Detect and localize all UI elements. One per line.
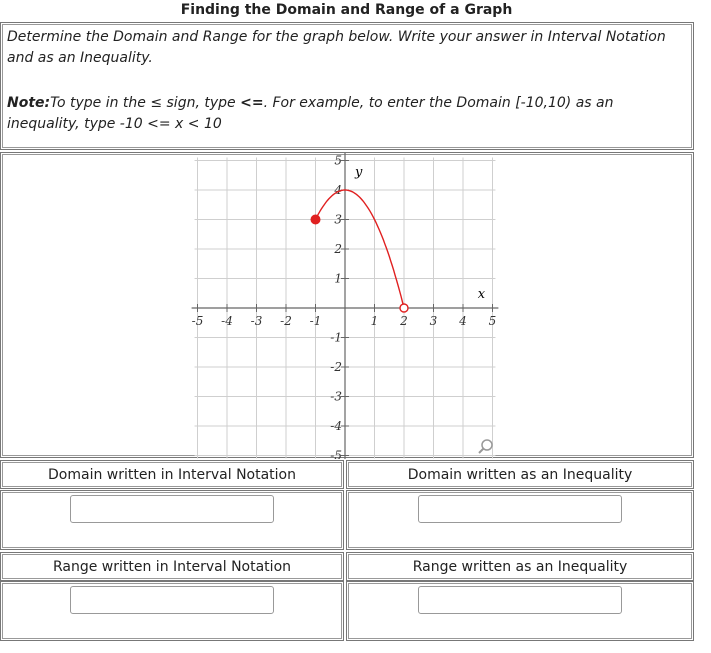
x-tick-label: -3	[250, 314, 263, 328]
range-interval-label-cell	[0, 552, 344, 581]
y-tick-label: -3	[330, 389, 342, 404]
open-endpoint	[400, 304, 408, 312]
y-tick-label: 3	[334, 212, 342, 227]
note-code: <=	[240, 95, 264, 111]
y-axis-label: y	[355, 165, 363, 181]
domain-interval-label-cell	[0, 460, 344, 489]
domain-interval-label: Domain written in Interval Notation	[48, 467, 296, 483]
axes	[192, 153, 499, 459]
x-tick-label: 1	[370, 314, 379, 328]
x-tick-label: 4	[459, 314, 467, 328]
note-part-2: sign, type	[162, 95, 241, 111]
x-tick-label: 3	[429, 314, 438, 328]
range-inequality-label-cell	[346, 552, 694, 581]
domain-inequality-input[interactable]	[418, 495, 622, 523]
y-tick-label: 2	[334, 242, 342, 256]
x-tick-label: 5	[488, 314, 497, 328]
instructions-text: Determine the Domain and Range for the graph below. Write your answer in Interval Notation and as an Inequality.	[7, 29, 666, 66]
range-interval-input[interactable]	[70, 586, 274, 614]
range-interval-cell	[0, 581, 344, 641]
note-part-3: . For example, to enter the Domain [-10,10) as an inequality, type -10 <= x < 10	[7, 95, 614, 132]
x-tick-label: 2	[400, 314, 408, 328]
range-inequality-input[interactable]	[418, 586, 622, 614]
y-tick-label: -5	[330, 448, 342, 459]
y-tick-label: 1	[334, 271, 342, 286]
graph-panel	[0, 152, 694, 458]
domain-inequality-label-cell	[346, 460, 694, 489]
x-tick-label: -2	[280, 314, 292, 328]
x-axis-label: x	[477, 287, 486, 302]
tick-labels	[192, 154, 497, 460]
y-tick-label: 4	[334, 183, 342, 197]
note-part-1: To type in the	[50, 95, 151, 111]
range-inequality-cell	[346, 581, 694, 641]
page-title: Finding the Domain and Range of a Graph	[180, 2, 513, 18]
y-tick-label: 5	[334, 153, 342, 168]
magnifier-icon[interactable]	[479, 440, 492, 453]
x-tick-label: -4	[221, 314, 233, 328]
closed-endpoint	[311, 215, 321, 225]
y-tick-label: -4	[330, 419, 342, 433]
domain-inequality-label: Domain written as an Inequality	[407, 467, 633, 483]
domain-interval-cell	[0, 490, 344, 550]
le-symbol: ≤	[150, 95, 163, 111]
note-label: Note:	[7, 95, 51, 111]
instructions-panel	[0, 22, 694, 150]
domain-inequality-cell	[346, 490, 694, 550]
x-tick-label: -1	[309, 314, 322, 328]
domain-interval-input[interactable]	[70, 495, 274, 523]
function-graph	[1, 153, 695, 459]
x-tick-label: -5	[191, 314, 204, 328]
note-text	[7, 93, 687, 135]
y-tick-label: -1	[330, 330, 342, 345]
y-tick-label: -2	[330, 360, 342, 374]
range-inequality-label: Range written as an Inequality	[412, 559, 628, 575]
range-interval-label: Range written in Interval Notation	[52, 559, 292, 575]
